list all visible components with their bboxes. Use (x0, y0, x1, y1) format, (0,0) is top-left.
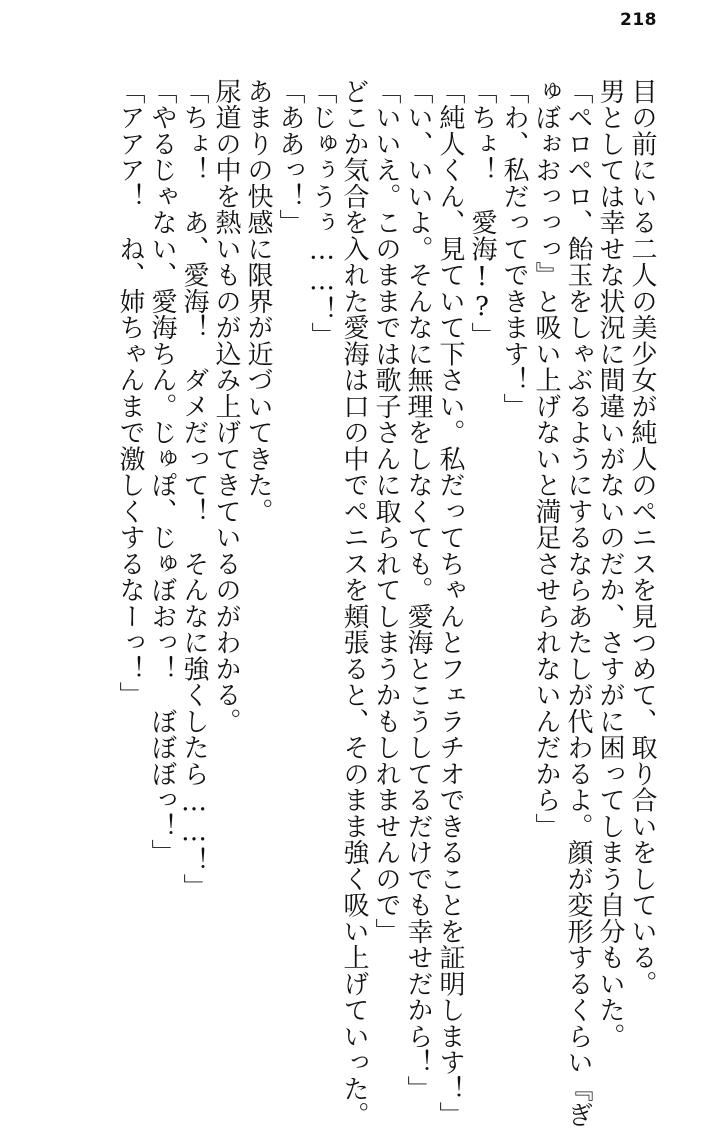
page-number: 218 (620, 10, 657, 30)
text-line: 「わ、私だってできます！」 (499, 78, 529, 420)
text-line: 目の前にいる二人の美少女が純人のペニスを見つめて、取り合いをしている。 (627, 78, 657, 997)
text-line: 「アアア！ ね、姉ちゃんまで激しくするなーっ！」 (115, 78, 145, 708)
text-line: どこか気合を入れた愛海は口の中でペニスを頬張ると、そのまま強く吸い上げていった。 (339, 78, 369, 1128)
text-line: 「いいえ。このままでは歌子さんに取られてしまうかもしれませんので」 (371, 78, 401, 945)
text-line: 「ちょ！ 愛海!?」 (467, 78, 497, 349)
text-line: 「ああっ！」 (275, 78, 305, 236)
text-line: 「ちょ！ あ、愛海！ ダメだって！ そんなに強くしたら……！」 (179, 78, 209, 900)
text-line: 尿道の中を熱いものが込み上げてきているのがわかる。 (211, 78, 241, 735)
vertical-text-body (115, 78, 657, 1128)
text-line: 「じゅぅうぅ……！」 (307, 78, 337, 349)
text-line: 「ペロペロ、飴玉をしゃぶるようにするならあたしが代わるよ。顔が変形するくらい『ぎ (563, 78, 593, 1128)
text-line: ゅぼぉおっっっ』と吸い上げないと満足させられないんだから」 (531, 78, 561, 840)
text-line: 「い、いいよ。そんなに無理をしなくても。愛海とこうしてるだけでも幸せだから！」 (403, 78, 433, 1102)
text-line: 「やるじゃない、愛海ちん。じゅぽ、じゅぼおっ！ ぼぼぼっ！」 (147, 78, 177, 866)
text-line: 男としては幸せな状況に間違いがないのだか、さすがに困ってしまう自分もいた。 (595, 78, 625, 1050)
text-line: あまりの快感に限界が近づいてきた。 (243, 78, 273, 525)
text-line: 「純人くん、見ていて下さい。私だってちゃんとフェラチオできることを証明します！」 (435, 78, 465, 1128)
